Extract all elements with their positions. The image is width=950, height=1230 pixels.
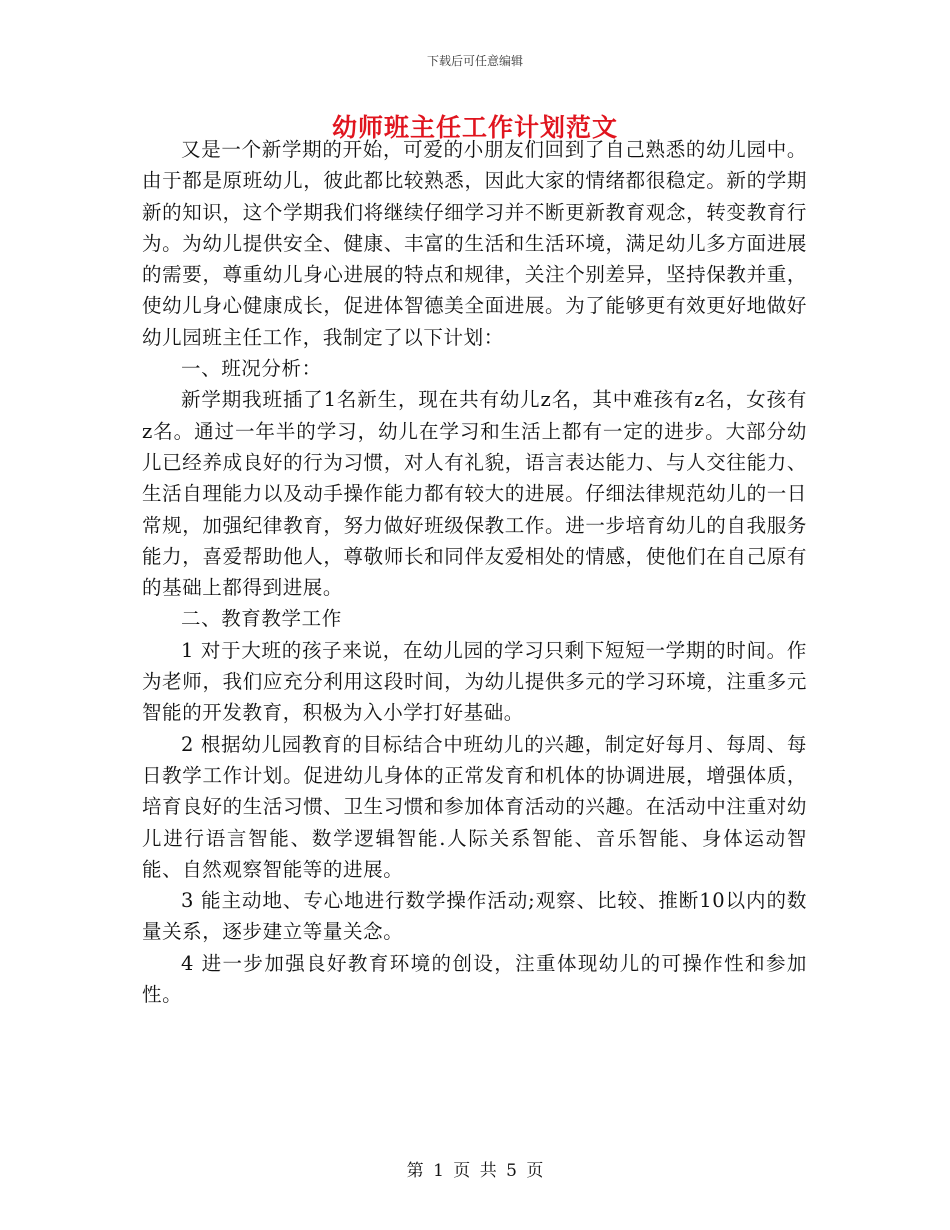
paragraph-intro: 又是一个新学期的开始，可爱的小朋友们回到了自己熟悉的幼儿园中。由于都是原班幼儿，彼此都比较熟悉，因此大家的情绪都很稳定。新的学期新的知识，这个学期我们将继续仔细学习并不断更新教育观念，转变教育行为。为幼儿提供安全、健康、丰富的生活和生活环境，满足幼儿多方面进展的需要，尊重幼儿身心进展的特点和规律，关注个别差异，坚持保教并重，使幼儿身心健康成长，促进体智德美全面进展。为了能够更有效更好地做好幼儿园班主任工作，我制定了以下计划： [142,138,807,349]
heading-teaching-work: 二、教育教学工作 [181,607,342,631]
paragraph-class-analysis: 新学期我班插了1名新生，现在共有幼儿z名，其中难孩有z名，女孩有z名。通过一年半的学习，幼儿在学习和生活上都有一定的进步。大部分幼儿已经养成良好的行为习惯，对人有礼貌，语言表达能力、与人交往能力、生活自理能力以及动手操作能力都有较大的进展。仔细法律规范幼儿的一日常规，加强纪律教育，努力做好班级保教工作。进一步培育幼儿的自我服务能力，喜爱帮助他人，尊敬师长和同伴友爱相处的情感，使他们在自己原有的基础上都得到进展。 [142,388,807,600]
paragraph-item-4: 4 进一步加强良好教育环境的创设，注重体现幼儿的可操作性和参加性。 [142,951,807,1007]
paragraph-item-2: 2 根据幼儿园教育的目标结合中班幼儿的兴趣，制定好每月、每周、每日教学工作计划。促进幼儿身体的正常发育和机体的协调进展，增强体质，培育良好的生活习惯、卫生习惯和参加体育活动的兴趣。在活动中注重对幼儿进行语言智能、数学逻辑智能.人际关系智能、音乐智能、身体运动智能、自然观察智能等的进展。 [142,732,807,881]
header-note: 下载后可任意编辑 [426,54,523,68]
document-title: 幼师班主任工作计划范文 [331,113,618,142]
heading-class-analysis: 一、班况分析： [181,357,322,381]
page-number: 第 1 页 共 5 页 [406,1161,544,1181]
document-body [142,134,807,1010]
paragraph-item-1: 1 对于大班的孩子来说，在幼儿园的学习只剩下短短一学期的时间。作为老师，我们应充分利用这段时间，为幼儿提供多元的学习环境，注重多元智能的开发教育，积极为入小学打好基础。 [142,638,807,725]
paragraph-item-3: 3 能主动地、专心地进行数学操作活动;观察、比较、推断10以内的数量关系，逐步建立等量关念。 [142,889,807,944]
